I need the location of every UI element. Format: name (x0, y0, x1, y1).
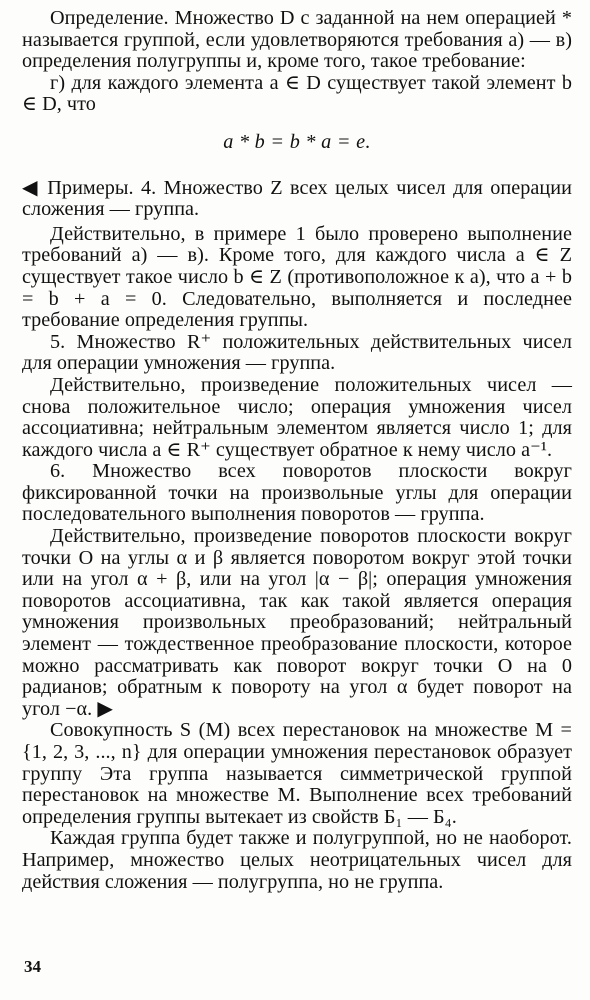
example-6-statement: 6. Множество всех поворотов плоскости вокруг фиксированной точки на произвольные углы для операции последовательного выполнения поворотов — группа. (22, 460, 572, 526)
semigroup-remark-paragraph: Каждая группа будет также и полугруппой, но не наоборот. Например, множество целых неотрицательных чисел для действия сложения — полугруппа, но не группа. (22, 827, 572, 893)
example-4-heading: ◀ Примеры. 4. Множество Z всех целых чисел для операции сложения — группа. (22, 176, 572, 221)
requirement-g-paragraph: г) для каждого элемента a ∈ D существует такой элемент b ∈ D, что (22, 71, 572, 116)
symmetric-group-paragraph: Совокупность S (M) всех перестановок на множестве M = {1, 2, 3, ..., n} для операции умножения перестановок образует группу Эта группа называется симметрической группой перестановок на множестве M. Выполнение всех требований определения группы вытекает из свойств Б₁ — Б₄. (22, 719, 572, 828)
group-inverse-formula: a * b = b * a = e. (223, 130, 371, 153)
page-number: 34 (24, 957, 41, 976)
definition-paragraph: Определение. Множество D с заданной на нем операцией * называется группой, если удовлетворяются требования а) — в) определения полугруппы и, кроме того, такое требование: (22, 7, 572, 73)
example-5-statement: 5. Множество R⁺ положительных действительных чисел для операции умножения — группа. (22, 330, 572, 375)
example-5-proof: Действительно, произведение положительных чисел — снова положительное число; операция умножения чисел ассоциативна; нейтральным элементом является число 1; для каждого числа a ∈ R⁺ существует обратное к нему число a⁻¹. (22, 373, 572, 461)
example-6-proof: Действительно, произведение поворотов плоскости вокруг точки O на углы α и β является поворотом вокруг этой точки или на угол α + β, или на угол |α − β|; операция умножения поворотов ассоциативна, так как такой является операция умножения произвольных преобразований; нейтральный элемент — тождественное преобразование плоскости, которое можно рассматривать как поворот вокруг точки O на 0 радианов; обратным к повороту на угол α будет поворот на угол −α. ▶ (22, 525, 572, 720)
example-4-proof: Действительно, в примере 1 было проверено выполнение требований а) — в). Кроме того, для каждого числа a ∈ Z существует такое число b ∈ Z (противоположное к a), что a + b = b + a = 0. Следовательно, выполняется и последнее требование определения группы. (22, 222, 572, 332)
